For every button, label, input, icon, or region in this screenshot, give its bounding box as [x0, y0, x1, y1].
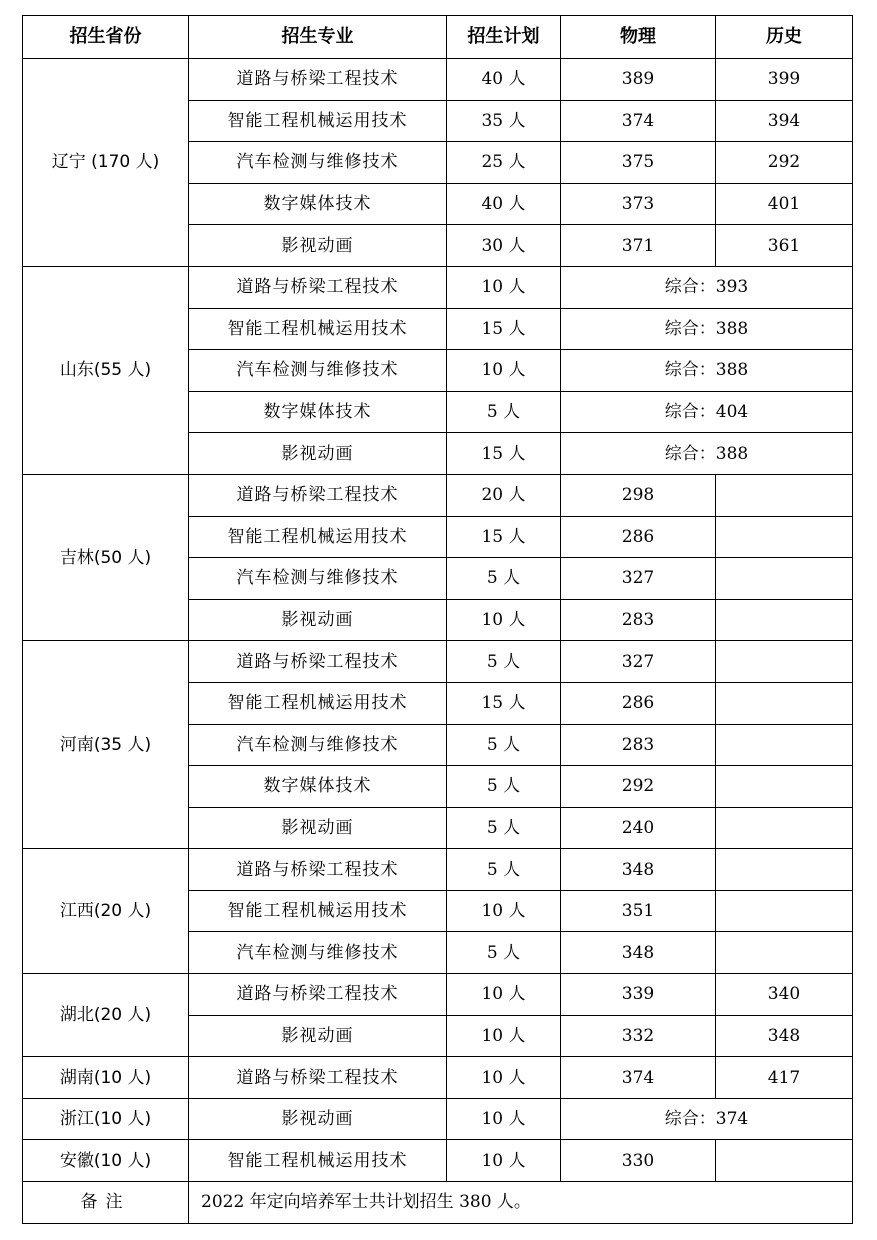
plan-cell: 15 人 [447, 682, 561, 724]
major-cell: 智能工程机械运用技术 [189, 1140, 447, 1182]
plan-cell: 30 人 [447, 225, 561, 267]
province-cell: 吉林(50 人) [23, 474, 189, 640]
major-cell: 道路与桥梁工程技术 [189, 1057, 447, 1099]
major-cell: 道路与桥梁工程技术 [189, 59, 447, 101]
province-cell: 湖北(20 人) [23, 974, 189, 1057]
history-score-cell: 361 [716, 225, 853, 267]
plan-cell: 5 人 [447, 807, 561, 849]
plan-cell: 35 人 [447, 100, 561, 142]
physics-score-cell: 240 [561, 807, 716, 849]
plan-cell: 40 人 [447, 59, 561, 101]
history-score-cell: 399 [716, 59, 853, 101]
physics-score-cell: 375 [561, 142, 716, 184]
plan-cell: 5 人 [447, 932, 561, 974]
major-cell: 数字媒体技术 [189, 391, 447, 433]
plan-cell: 5 人 [447, 724, 561, 766]
plan-cell: 10 人 [447, 1098, 561, 1140]
physics-score-cell: 286 [561, 516, 716, 558]
major-cell: 汽车检测与维修技术 [189, 558, 447, 600]
plan-cell: 20 人 [447, 474, 561, 516]
history-score-cell [716, 558, 853, 600]
history-score-cell [716, 1140, 853, 1182]
table-row [23, 59, 853, 101]
note-text: 2022 年定向培养军士共计划招生 380 人。 [189, 1182, 853, 1224]
plan-cell: 10 人 [447, 1057, 561, 1099]
note-label: 备注 [23, 1182, 189, 1224]
admission-score-table [22, 15, 853, 1224]
table-row [23, 1140, 853, 1182]
physics-score-cell: 283 [561, 724, 716, 766]
plan-cell: 10 人 [447, 1140, 561, 1182]
history-score-cell [716, 724, 853, 766]
physics-score-cell: 351 [561, 890, 716, 932]
major-cell: 道路与桥梁工程技术 [189, 974, 447, 1016]
plan-cell: 10 人 [447, 266, 561, 308]
header-physics: 物理 [561, 16, 716, 59]
history-score-cell [716, 641, 853, 683]
table-row [23, 641, 853, 683]
major-cell: 影视动画 [189, 1015, 447, 1057]
note-row [23, 1182, 853, 1224]
header-plan: 招生计划 [447, 16, 561, 59]
table-row [23, 1057, 853, 1099]
combined-score-cell: 综合：388 [561, 433, 853, 475]
physics-score-cell: 371 [561, 225, 716, 267]
physics-score-cell: 327 [561, 558, 716, 600]
major-cell: 数字媒体技术 [189, 766, 447, 808]
history-score-cell: 401 [716, 183, 853, 225]
history-score-cell: 417 [716, 1057, 853, 1099]
major-cell: 道路与桥梁工程技术 [189, 641, 447, 683]
province-cell: 山东(55 人) [23, 266, 189, 474]
combined-score-cell: 综合：404 [561, 391, 853, 433]
major-cell: 智能工程机械运用技术 [189, 516, 447, 558]
major-cell: 智能工程机械运用技术 [189, 890, 447, 932]
major-cell: 汽车检测与维修技术 [189, 350, 447, 392]
plan-cell: 10 人 [447, 350, 561, 392]
header-history: 历史 [716, 16, 853, 59]
table-row [23, 1098, 853, 1140]
history-score-cell [716, 766, 853, 808]
plan-cell: 15 人 [447, 433, 561, 475]
plan-cell: 10 人 [447, 974, 561, 1016]
physics-score-cell: 374 [561, 100, 716, 142]
history-score-cell: 394 [716, 100, 853, 142]
table-row [23, 266, 853, 308]
physics-score-cell: 292 [561, 766, 716, 808]
history-score-cell [716, 516, 853, 558]
major-cell: 道路与桥梁工程技术 [189, 474, 447, 516]
history-score-cell [716, 932, 853, 974]
history-score-cell [716, 890, 853, 932]
major-cell: 智能工程机械运用技术 [189, 308, 447, 350]
combined-score-cell: 综合：388 [561, 308, 853, 350]
plan-cell: 10 人 [447, 1015, 561, 1057]
history-score-cell [716, 849, 853, 891]
physics-score-cell: 373 [561, 183, 716, 225]
major-cell: 汽车检测与维修技术 [189, 932, 447, 974]
province-cell: 浙江(10 人) [23, 1098, 189, 1140]
province-cell: 湖南(10 人) [23, 1057, 189, 1099]
plan-cell: 15 人 [447, 308, 561, 350]
table-row [23, 474, 853, 516]
physics-score-cell: 283 [561, 599, 716, 641]
plan-cell: 40 人 [447, 183, 561, 225]
major-cell: 影视动画 [189, 807, 447, 849]
major-cell: 数字媒体技术 [189, 183, 447, 225]
plan-cell: 5 人 [447, 558, 561, 600]
plan-cell: 5 人 [447, 641, 561, 683]
header-major: 招生专业 [189, 16, 447, 59]
combined-score-cell: 综合：388 [561, 350, 853, 392]
table-row [23, 974, 853, 1016]
history-score-cell: 340 [716, 974, 853, 1016]
plan-cell: 25 人 [447, 142, 561, 184]
plan-cell: 5 人 [447, 391, 561, 433]
major-cell: 智能工程机械运用技术 [189, 100, 447, 142]
major-cell: 道路与桥梁工程技术 [189, 266, 447, 308]
table-body [23, 59, 853, 1224]
header-row [23, 16, 853, 59]
province-cell: 安徽(10 人) [23, 1140, 189, 1182]
physics-score-cell: 339 [561, 974, 716, 1016]
history-score-cell: 348 [716, 1015, 853, 1057]
history-score-cell [716, 599, 853, 641]
province-cell: 江西(20 人) [23, 849, 189, 974]
history-score-cell: 292 [716, 142, 853, 184]
major-cell: 道路与桥梁工程技术 [189, 849, 447, 891]
combined-score-cell: 综合：393 [561, 266, 853, 308]
physics-score-cell: 348 [561, 849, 716, 891]
physics-score-cell: 286 [561, 682, 716, 724]
header-province: 招生省份 [23, 16, 189, 59]
physics-score-cell: 332 [561, 1015, 716, 1057]
physics-score-cell: 330 [561, 1140, 716, 1182]
physics-score-cell: 348 [561, 932, 716, 974]
plan-cell: 5 人 [447, 849, 561, 891]
physics-score-cell: 389 [561, 59, 716, 101]
major-cell: 汽车检测与维修技术 [189, 142, 447, 184]
history-score-cell [716, 474, 853, 516]
major-cell: 汽车检测与维修技术 [189, 724, 447, 766]
major-cell: 影视动画 [189, 225, 447, 267]
combined-score-cell: 综合：374 [561, 1098, 853, 1140]
physics-score-cell: 298 [561, 474, 716, 516]
province-cell: 辽宁 (170 人) [23, 59, 189, 267]
major-cell: 智能工程机械运用技术 [189, 682, 447, 724]
physics-score-cell: 327 [561, 641, 716, 683]
province-cell: 河南(35 人) [23, 641, 189, 849]
history-score-cell [716, 807, 853, 849]
plan-cell: 10 人 [447, 599, 561, 641]
major-cell: 影视动画 [189, 599, 447, 641]
history-score-cell [716, 682, 853, 724]
major-cell: 影视动画 [189, 1098, 447, 1140]
table-row [23, 849, 853, 891]
physics-score-cell: 374 [561, 1057, 716, 1099]
major-cell: 影视动画 [189, 433, 447, 475]
plan-cell: 5 人 [447, 766, 561, 808]
plan-cell: 15 人 [447, 516, 561, 558]
plan-cell: 10 人 [447, 890, 561, 932]
